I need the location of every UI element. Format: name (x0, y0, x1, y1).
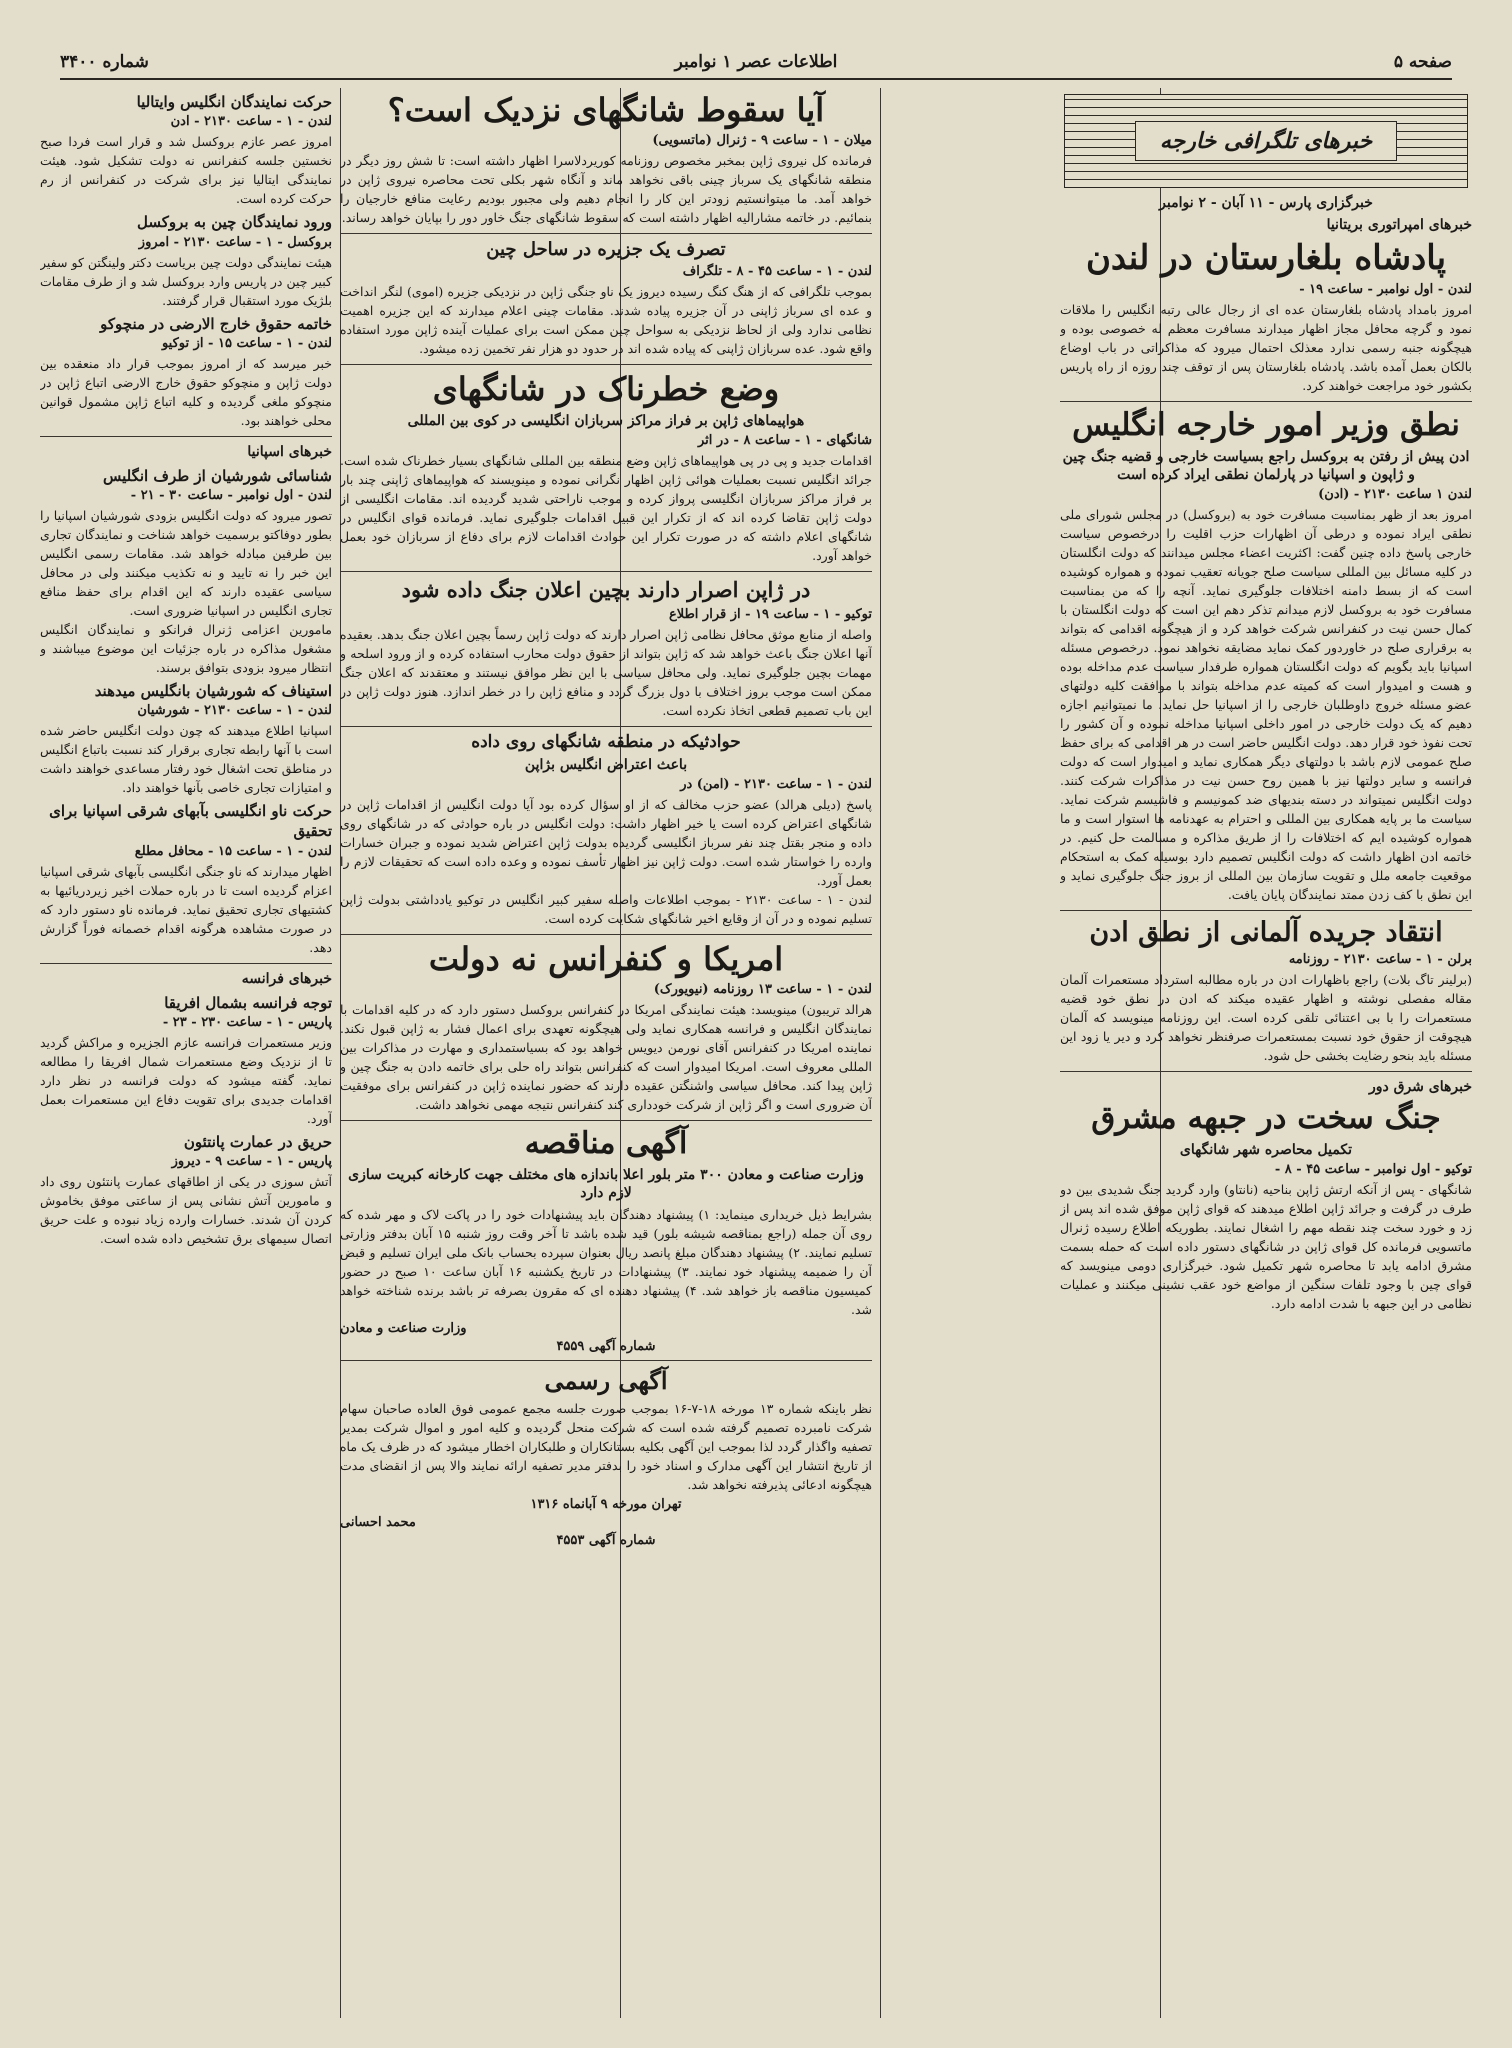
dateline: لندن - ۱ - ساعت ۲۱۳۰ - ادن (170, 114, 332, 130)
headline: حرکت نمایندگان انگلیس وایتالیا (136, 93, 332, 111)
headline: پادشاه بلغارستان در لندن (1085, 238, 1447, 279)
article-body: فرمانده کل نیروی ژاپن بمخبر مخصوص روزنامه کوریردلاسرا اظهار داشته است: تا شش روز دیگر در منطقه شانگهای یک سرباز چینی باقی نخواهد ماند و آنگاه شهر بکلی تحت محاصره نیروی ژاپن در خواهد آمد. ما میتوانستیم زودتر این کار را انجام دهیم ولی مجبور بودیم رعایت منافع خارجیان را بنمائیم. در خاتمه مشارالیه اظهار داشته است که سقوط شانگهای جنگ خاور دور را بپایان خواهد رساند. (340, 152, 872, 225)
ad-subtitle: وزارت صناعت و معادن ۳۰۰ متر بلور اعلا باندازه های مختلف جهت کارخانه کبریت سازی لازم دارد (348, 1166, 864, 1201)
subheadline: هواپیماهای ژاپن بر فراز مراکز سربازان انگلیسی در کوی بین المللی (407, 413, 805, 430)
headline: تصرف یک جزیره در ساحل چین (486, 238, 726, 260)
headline: استیناف که شورشیان بانگلیس میدهند (94, 681, 332, 700)
ad-number: شماره آگهی ۴۵۵۹ (556, 1339, 656, 1355)
article-body: امروز بامداد پادشاه بلغارستان عده ای از رجال عالی رتبه انگلیس را ملاقات نمود و گرچه محافل مجاز اظهار میدارند مسافرت معظم له خصوصی بوده و هیچگونه جنبه رسمی ندارد معذلک احتمال میرود که مذاکراتی در باب اوضاع بالکان بعمل آمده باشد. پادشاه بلغارستان پس از توقف چند روزه از راه پاریس بکشور خود مراجعت خواهند کرد. (1060, 302, 1472, 394)
headline: خاتمه حقوق خارج الارضی در منچوکو (100, 314, 332, 333)
divider (340, 364, 872, 365)
headline: جنگ سخت در جبهه مشرق (1091, 1100, 1441, 1137)
page-header (60, 50, 1452, 80)
paper-date: اطلاعات عصر ۱ نوامبر (674, 52, 838, 72)
divider (340, 934, 872, 935)
section-label: خبرهای اسپانیا (247, 443, 332, 460)
ad-body: نظر باینکه شماره ۱۳ مورخه ۱۸-۷-۱۶ بموجب صورت جلسه مجمع عمومی فوق العاده صاحبان سهام شرکت نامبرده تصمیم گرفته شده است که شرکت منحل گردیده و کلیه امور و اموال شرکت بمدیر تصفیه واگذار گردد لذا بموجب این آگهی بکلیه بستانکاران و طلبکاران اخطار میشود که در ظرف یک ماه از تاریخ انتشار این آگهی مدارک و اسناد خود را بدفتر مدیر تصفیه ارائه نمایند والا پس از انقضای مدت هیچگونه ادعائی پذیرفته نخواهد شد. (340, 1400, 872, 1492)
article-body: پاسخ (دیلی هرالد) عضو حزب مخالف که از او سؤال کرده بود آیا دولت انگلیس از اقدامات ژاپن در شانگهای اعتراض کرده است یا خیر اظهار داشت: دولت انگلیس در باره حوادثی که در شانگهای روی داده و منجر بقتل چند نفر سرباز انگلیسی گردیده بدولت ژاپن اعتراض شدید نموده و جبران خسارات وارده را خواستار شده است. دولت ژاپن نیز اظهار تأسف نموده و وعده داده است که تحقیقات لازم را بعمل آورد. (340, 797, 872, 889)
article-body: شانگهای - پس از آنکه ارتش ژاپن بناحیه (نانتاو) وارد گردید جنگ شدیدی بین دو طرف در گرفت و جرائد ژاپن اطلاع میدهند که قوای ژاپن موفق شده اند پس از زد و خورد سخت چند نقطه مهم را اشغال نمایند. بطوریکه اطلاع رسیده ژنرال ماتسویی فرمانده کل قوای ژاپن در شانگهای دستور داده است که حمله بسمت مشرق ادامه یابد تا محاصره شهر تکمیل شود. خبرگزاری دومی مینویسد که قوای چین با وجود تلفات سنگین از مواضع خود عقب نشینی میکنند و عملیات نظامی در این جبهه با شدت ادامه دارد. (1060, 1181, 1472, 1311)
divider (340, 1360, 872, 1361)
ad-signature: محمد احسانی (340, 1514, 416, 1530)
headline: ورود نمایندگان چین به بروکسل (136, 213, 332, 232)
section-label: خبرهای امپراتوری بریتانیا (1326, 217, 1472, 234)
headline: آیا سقوط شانگهای نزدیک است؟ (387, 91, 825, 129)
dateline: لندن - ۱ - ساعت ۱۵ - از توکیو (161, 335, 332, 351)
headline: حریق در عمارت پانتئون (183, 1132, 332, 1151)
banner-title: خبرهای تلگرافی خارجه (1135, 121, 1397, 161)
article-body: لندن - ۱ - ساعت ۲۱۳۰ - بموجب اطلاعات واصله سفیر کبیر انگلیس در توکیو یادداشتی بدولت ژاپن تسلیم نموده و در آن از وقایع اخیر شانگهای شکایت کرده است. (340, 892, 872, 927)
subheadline: باعث اعتراض انگلیس بژاپن (524, 757, 688, 774)
ad-title: آگهی مناقصه (524, 1126, 688, 1162)
dateline: لندن - ۱ - ساعت ۲۱۳۰ - شورشیان (137, 703, 332, 719)
column-rule (880, 88, 881, 2018)
headline: انتقاد جریده آلمانی از نطق ادن (1089, 917, 1443, 949)
divider (340, 571, 872, 572)
column-europe-news (40, 88, 332, 2018)
column-far-east (340, 88, 872, 2018)
page-number: صفحه ۵ (1393, 52, 1452, 72)
divider (40, 963, 332, 964)
dateline: برلن - ۱ - ساعت ۲۱۳۰ - روزنامه (1288, 952, 1472, 968)
article-body: خبر میرسد که از امروز بموجب قرار داد منعقده بین دولت ژاپن و منچوکو حقوق خارج الارضی اتباع ژاپن در منچوکو ملغی گردیده و کلیه اتباع ژاپن مشمول قوانین محلی خواهند بود. (40, 355, 332, 428)
divider (340, 1120, 872, 1121)
headline: نطق وزیر امور خارجه انگلیس (1072, 407, 1460, 444)
section-label: خبرهای شرق دور (1368, 1079, 1472, 1096)
divider (340, 233, 872, 234)
divider (1060, 401, 1472, 402)
article-body: هیئت نمایندگی دولت چین بریاست دکتر ولینگتن کو سفیر کبیر چین در پاریس وارد بروکسل شد و از طرف مقامات بلژیک مورد استقبال قرار گرفتند. (40, 254, 332, 308)
headline: شناسائی شورشیان از طرف انگلیس (102, 466, 332, 485)
subheadline: تکمیل محاصره شهر شانگهای (1179, 1141, 1353, 1158)
dateline: لندن ۱ ساعت ۲۱۳۰ - (ادن) (1318, 487, 1472, 503)
divider (40, 436, 332, 437)
section-banner (1064, 94, 1468, 188)
headline: وضع خطرناک در شانگهای (432, 370, 780, 409)
dateline: لندن - ۱ - ساعت ۱۳ روزنامه (نیویورک) (653, 982, 872, 998)
dateline: پاریس - ۱ - ساعت ۹ - دیروز (171, 1154, 332, 1170)
divider (1060, 1071, 1472, 1072)
headline: حرکت ناو انگلیسی بآبهای شرقی اسپانیا برای تحقیق (49, 802, 332, 841)
ad-title: آگهی رسمی (544, 1366, 668, 1396)
divider (340, 726, 872, 727)
article-body: تصور میرود که دولت انگلیس بزودی شورشیان اسپانیا را بطور دوفاکتو برسمیت خواهد شناخت و نمایندگان تجاری بین طرفین مبادله خواهد شد. مقامات رسمی انگلیس این خبر را نه تایید و نه تکذیب میکنند ولی در محافل سیاسی عقیده دارند که این اقدام برای حفظ منافع تجاری انگلیس در اسپانیا ضروری است. (40, 507, 332, 618)
ad-number: شماره آگهی ۴۵۵۳ (556, 1532, 656, 1548)
article-body: هرالد تریبون) مینویسد: هیئت نمایندگی امریکا در کنفرانس بروکسل دستور دارد که در کلیه اقدامات با نمایندگان انگلیس و فرانسه همکاری نماید ولی هیچگونه تعهدی برای اعمال فشار به ژاپن قبول نکند. نماینده امریکا در کنفرانس آقای نورمن دیویس خواهد بود که بسیاستمداری و مهارت در مذاکرات بین المللی معروف است. امریکا امیدوار است که کنفرانس بتواند راه حلی برای خاتمه دادن به جنگ چین و ژاپن پیدا کند. محافل سیاسی واشنگتن عقیده دارند که حضور نماینده ژاپن در کنفرانس برای موفقیت آن ضروری است و اگر ژاپن از شرکت خودداری کند کنفرانس نتیجه مهمی نخواهد داشت. (340, 1002, 872, 1113)
dateline: لندن - ۱ - ساعت ۱۵ - محافل مطلع (134, 843, 332, 859)
ad-body: بشرایط ذیل خریداری مینماید: ۱) پیشنهاد دهندگان باید پیشنهادات خود را در پاکت لاک و مهر شده که روی آن جمله (راجع بمناقصه شیشه بلور) قید شده باشد تا آخر وقت روز شنبه ۱۵ آبان بدفتر وزارتی تسلیم نمایند. ۲) پیشنهاد دهندگان مبلغ پانصد ریال بعنوان سپرده بحساب بانک ملی ایران تسلیم و قبض آن را ضمیمه پیشنهاد خود نمایند. ۳) پیشنهادات در تاریخ یکشنبه ۱۶ آبان ساعت ۱۰ صبح در حضور کمیسیون مناقصه باز خواهد شد. ۴) پیشنهاد دهنده ای که مقرون بصرفه تر باشد برنده شناخته خواهد شد. (340, 1207, 872, 1318)
article-body: امروز عصر عازم بروکسل شد و قرار است فردا صبح نخستین جلسه کنفرانس نه دولت تشکیل شود. هیئت نمایندگی ایتالیا نیز برای شرکت در کنفرانس از رم حرکت کرده است. (40, 134, 332, 207)
dateline: لندن - ۱ - ساعت ۴۵ - ۸ - تلگراف (682, 264, 872, 280)
dateline: شانگهای - ۱ - ساعت ۸ - در اثر (697, 433, 872, 449)
dateline: توکیو - ۱ - ساعت ۱۹ - از قرار اطلاع (668, 606, 872, 622)
dateline: لندن - اول نوامبر - ساعت ۱۹ - (1299, 282, 1472, 298)
section-label: خبرهای فرانسه (241, 970, 332, 987)
headline: در ژاپن اصرار دارند بچین اعلان جنگ داده شود (401, 577, 811, 603)
dateline: لندن - ۱ - ساعت ۲۱۳۰ - (امن) در (680, 777, 872, 793)
article-body: مامورین اعزامی ژنرال فرانکو و نمایندگان انگلیس مشغول مذاکره در باره جزئیات این موضوع میباشند و انتظار میرود بزودی بتوافق برسند. (40, 621, 332, 675)
article-body: وزیر مستعمرات فرانسه عازم الجزیره و مراکش گردید تا از نزدیک وضع مستعمرات شمال افریقا را مطالعه نماید. گفته میشود که دولت فرانسه در نظر دارد اقدامات جدیدی برای تقویت دفاع این مستعمرات بعمل آورد. (40, 1034, 332, 1126)
article-body: امروز بعد از ظهر بمناسبت مسافرت خود به (بروکسل) در مجلس شورای ملی نطقی ایراد نموده و درطی آن اظهارات حزب اقلیت را درخصوص سیاست خارجی پاسخ داده چنین گفت: اکثریت اعضاء مجلس میدانند که دولت انگلستان در کلیه مسائل بین المللی سیاست صلح جویانه تعقیب نموده و همواره کوشیده است که از بسط دامنه اختلافات جلوگیری نماید. آنچه را که من بمناسبت مسافرت خود به بروکسل لازم میدانم تذکر دهم این است که دولت انگلستان با کمال حسن نیت در کنفرانس شرکت خواهد کرد و از هیچگونه اقدامی که بتواند به برقراری صلح در خاوردور کمک نماید مضایقه نخواهد نمود. درخصوص مسئله اسپانیا باید بگویم که دولت انگلستان همواره طرفدار سیاست عدم مداخله بوده و هست و امیدوار است که کمیته عدم مداخله بتواند با موافقت کلیه دولتهای عضو مسئله خروج داوطلبان خارجی را از اسپانیا حل نماید. ما نمیتوانیم اجازه دهیم که یک دولت خارجی در امور داخلی اسپانیا مداخله نموده و آن کشور را تحت نفوذ خود قرار دهد. دولت انگلیس حاضر است در هر اقدامی که برای حفظ صلح عمومی لازم باشد با دولتهای دیگر همکاری نماید و امیدوار است که دولت فرانسه و سایر دولتها نیز با همین روح حسن نیت در مذاکرات شرکت کنند. دولت انگلیس نمیتواند در دسته بندیهای ضد کمونیسم و فاشیسم شرکت نماید. سیاست ما بر پایه همکاری بین المللی و احترام به عهدنامه ها استوار است و ما همواره کوشیده ایم که اختلافات را از طریق مذاکره و مسالمت حل کنیم. در خاتمه ادن اظهار داشت که دولت انگلیس تصمیم دارد بوسیله کمک به استحکام موقعیت جامعه ملل و تقویت سازمان بین المللی از بروز جنگ جلوگیری نماید و این نطق با کف زدن ممتد نمایندگان پایان یافت. (1060, 507, 1472, 903)
dateline: توکیو - اول نوامبر - ساعت ۴۵ - ۸ - (1274, 1161, 1472, 1177)
divider (1060, 910, 1472, 911)
article-body: بموجب تلگرافی که از هنگ کنگ رسیده دیروز یک ناو جنگی ژاپن در نزدیکی جزیره (اموی) لنگر انداخت و عده ای سرباز ژاپنی در آن جزیره پیاده شدند. مقامات چینی اعلام میدارند که این جزیره اهمیت نظامی ندارد ولی از لحاظ نزدیکی به سواحل چین ممکن است برای عملیات آینده ژاپن مورد استفاده واقع شود. عده سربازان ژاپنی که پیاده شده اند در حدود دو هزار نفر تخمین زده میشود. (340, 284, 872, 357)
dateline: میلان - ۱ - ساعت ۹ - ژنرال (ماتسویی) (652, 132, 872, 148)
article-body: آتش سوزی در یکی از اطاقهای عمارت پانتئون روی داد و مامورین آتش نشانی پس از ساعتی موفق بخاموش کردن آن شدند. خسارات وارده زیاد نبوده و علت حریق اتصال سیمهای برق تشخیص داده شده است. (40, 1174, 332, 1247)
dateline: لندن - اول نوامبر - ساعت ۳۰ - ۲۱ - (130, 487, 332, 503)
ad-date: تهران مورخه ۹ آبانماه ۱۳۱۶ (530, 1496, 682, 1512)
agency-line: خبرگزاری پارس - ۱۱ آبان - ۲ نوامبر (1159, 195, 1373, 211)
headline: توجه فرانسه بشمال افریقا (164, 993, 332, 1012)
article-body: اقدامات جدید و پی در پی هواپیماهای ژاپن وضع منطقه بین المللی شانگهای بسیار خطرناک شده است. جرائد انگلیس نسبت بعملیات هوائی ژاپن اظهار نگرانی نموده و مینویسند که هواپیماهای ژاپنی چند بار بر فراز مراکز سربازان انگلیسی پرواز کرده و موجب ناراحتی شدید گردیده اند. مقامات انگلیسی از دولت ژاپن تقاضا کرده اند که از تکرار این قبیل اقدامات جلوگیری نماید. فرمانده قوای انگلیس در شانگهای اعلام داشته که در صورت تکرار این حوادث اقدامات لازم برای دفاع از سربازان خود بعمل خواهد آورد. (340, 453, 872, 564)
column-foreign-news (1060, 88, 1472, 2018)
issue-number: شماره ۳۴۰۰ (60, 52, 149, 72)
headline: امریکا و کنفرانس نه دولت (428, 940, 784, 979)
article-body: اظهار میدارند که ناو جنگی انگلیسی بآبهای شرقی اسپانیا اعزام گردیده است تا در باره حملات اخیر زیردریائیها به کشتیهای تجاری تحقیق نماید. فرمانده ناو دستور دارد که در صورت مشاهده هرگونه اقدام خصمانه فوراً گزارش دهد. (40, 863, 332, 955)
article-body: واصله از منابع موثق محافل نظامی ژاپن اصرار دارند که دولت ژاپن رسماً بچین اعلان جنگ بدهد. بعقیده آنها اعلان جنگ باعث خواهد شد که ژاپن بتواند از حقوق دولت محارب استفاده کرده و از ورود اسلحه و مهمات بچین جلوگیری نماید. ولی محافل سیاسی با این نظر موافق نیستند و معتقدند که اعلان جنگ ممکن است موجب بروز اختلاف با دول بزرگ گردد و منافع ژاپن را در خطر اندازد. هنوز دولت ژاپن در این باب تصمیم قطعی اتخاذ نکرده است. (340, 626, 872, 718)
article-body: (برلینر تاگ بلات) راجع باظهارات ادن در باره مطالبه استرداد مستعمرات آلمان مقاله مفصلی نوشته و اظهار عقیده میکند که ادن در نطق خود قضیه مستعمرات را با بی اعتنائی تلقی کرده است. این روزنامه مینویسد که آلمان هیچوقت از حقوق خود نسبت بمستعمرات صرفنظر نخواهد کرد و دیر یا زود این مسئله باید بنحو رضایت بخشی حل شود. (1060, 972, 1472, 1064)
headline: حوادثیکه در منطقه شانگهای روی داده (471, 731, 741, 752)
subheadline: ادن پیش از رفتن به بروکسل راجع بسیاست خارجی و قضیه جنگ چین و ژاپون و اسپانیا در پارلمان نطقی ایراد کرده است (1062, 448, 1470, 483)
ad-signature: وزارت صناعت و معادن (340, 1321, 467, 1337)
dateline: پاریس - ۱ - ساعت ۲۳۰ - ۲۳ - (162, 1014, 332, 1030)
dateline: بروکسل - ۱ - ساعت ۲۱۳۰ - امروز (138, 234, 332, 250)
article-body: اسپانیا اطلاع میدهند که چون دولت انگلیس حاضر شده است با آنها رابطه تجاری برقرار کند نسبت باتباع انگلیس در مناطق تحت اشغال خود رفتار مساعدی خواهند داشت و امتیازات تجاری خاصی بآنها خواهند داد. (40, 723, 332, 796)
